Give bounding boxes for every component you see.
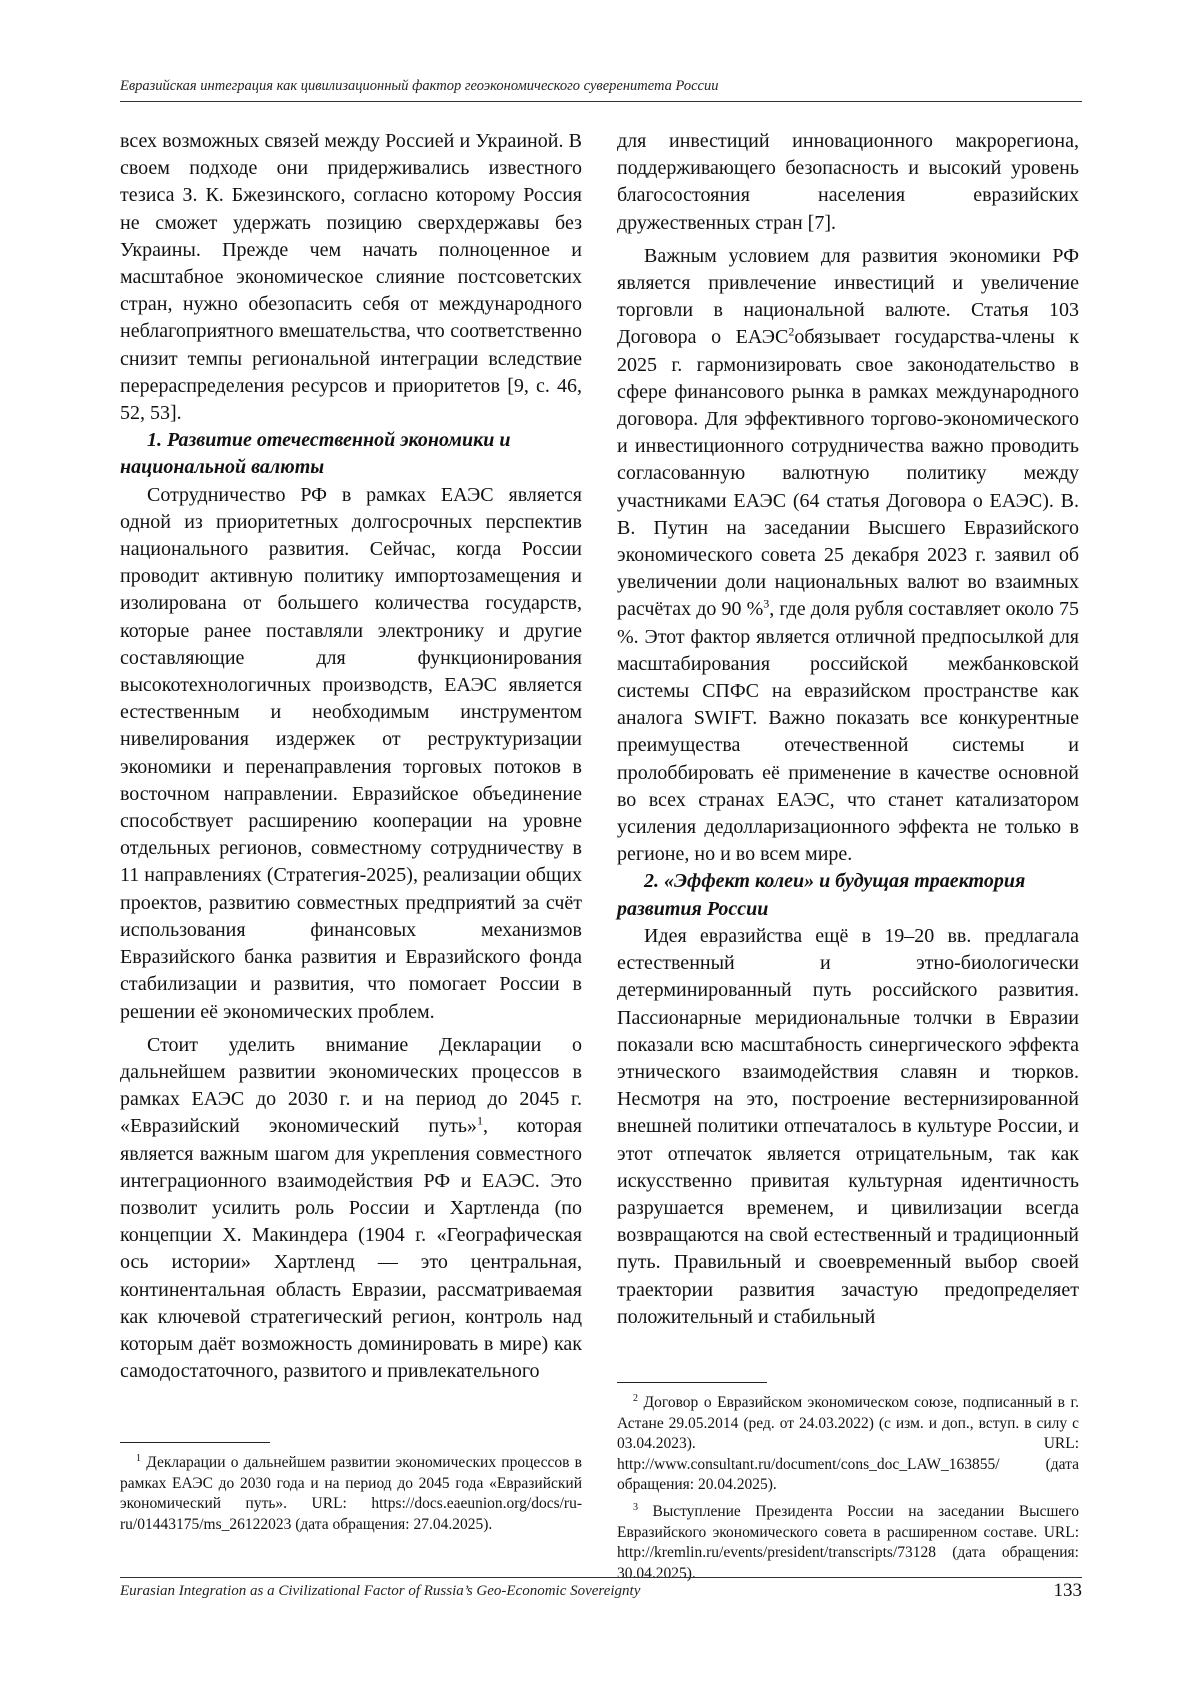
page-number: 133 bbox=[1053, 1580, 1082, 1601]
paragraph: Сотрудничество РФ в рамках ЕАЭС является одной из приоритетных долгосрочных перспектив национального развития. Сейчас, когда России проводит активную политику импортозамещения и изолирована от большего количества государств, которые ранее поставляли электронику и другие составляющие для функционирования высокотехнологичных производств, ЕАЭС является естественным и необходимым инструментом нивелирования издержек от реструктуризации экономики и перенаправления торговых потоков в восточном направлении. Евразийское объединение способствует расширению кооперации на уровне отдельных регионов, совместному сотрудничеству в 11 направлениях (Стратегия-2025), реализации общих проектов, развитию совместных предприятий за счёт использования финансовых механизмов Евразийского банка развития и Евразийского фонда стабилизации и развития, что помогает России в решении её экономических проблем. bbox=[120, 483, 582, 1023]
running-title: Евразийская интеграция как цивилизационный фактор геоэкономического суверенитета России bbox=[120, 78, 719, 94]
section-heading-2: 2. «Эффект колеи» и будущая траектория развития России bbox=[617, 870, 1026, 920]
footnote-ref-1[interactable]: 1 bbox=[476, 1113, 483, 1128]
left-column bbox=[120, 128, 582, 1385]
paragraph: всех возможных связей между Россией и Украиной. В своем подходе они придерживались известного тезиса З. К. Бжезинского, согласно которому Россия не сможет удержать позицию сверхдержавы без Украины. Прежде чем начать полноценное и масштабное экономическое слияние постсоветских стран, нужно обезопасить себя от международного неблагоприятного вмешательства, что соответственно снизит темпы региональной интеграции вследствие перераспределения ресурсов и приоритетов [9, с. 46, 52, 53]. bbox=[120, 130, 582, 425]
paragraph-text: Стоит уделить внимание Декларации о дальнейшем развитии экономических процессов в рамках ЕАЭС до 2030 г. и на период до 2045 г. «Евразийский экономический путь» bbox=[120, 1033, 582, 1138]
paragraph bbox=[120, 1032, 582, 1386]
footnote-ref-3[interactable]: 3 bbox=[763, 596, 770, 611]
footnote-text: Декларации о дальнейшем развитии экономических процессов в рамках ЕАЭС до 2030 года и на период до 2045 года «Евразийский экономический путь». URL: https://docs.eaeunion.org/docs/ru-ru/01443175/ms_26122023 (дата обращения: 27.04.2025). bbox=[120, 1454, 582, 1533]
footnotes-right bbox=[617, 1382, 1079, 1590]
paragraph: Идея евразийства ещё в 19–20 вв. предлагала естественный и этно-биологически детерминированный путь российского развития. Пассионарные меридиональные толчки в Евразии показали всю масштабность синергического эффекта этнического взаимодействия славян и тюрков. Несмотря на это, построение вестернизированной внешней политики отпечаталось в культуре России, и этот отпечаток является отрицательным, так как искусственно привитая культурная идентичность разрушается временем, и цивилизации всегда возвращаются на свой естественный и традиционный путь. Правильный и своевременный выбор своей траектории развития зачастую предопределяет положительный и стабильный bbox=[617, 924, 1079, 1328]
footnote-1 bbox=[120, 1453, 582, 1535]
running-header bbox=[120, 78, 1082, 102]
footer-title: Eurasian Integration as a Civilizational Factor of Russia’s Geo-Economic Sovereignty bbox=[120, 1583, 641, 1599]
paragraph-text: Важным условием для развития экономики РФ является привлечение инвестиций и увеличение торговли в национальной валюте. Статья 103 Договора о ЕАЭС bbox=[617, 244, 1079, 349]
footnote-divider bbox=[120, 1442, 270, 1443]
page-footer bbox=[120, 1577, 1082, 1600]
footnote-divider bbox=[617, 1382, 767, 1383]
paragraph-text: , где доля рубля составляет около 75 %. Этот фактор является отличной предпосылкой для масштабирования российской межбанковской системы СПФС на евразийском пространстве как аналога SWIFT. Важно показать все конкурентные преимущества отечественной системы и пролоббировать её применение в качестве основной во всех странах ЕАЭС, что станет катализатором усиления дедолларизационного эффекта не только в регионе, но и во всем мире. bbox=[617, 598, 1079, 866]
paragraph-text: , которая является важным шагом для укрепления совместного интеграционного взаимодействия РФ и ЕАЭС. Это позволит усилить роль России и Хартленда (по концепции Х. Макиндера (1904 г. «Географическая ось истории» Хартленд — это центральная, континентальная область Евразии, рассматриваемая как ключевой стратегический регион, контроль над которым даёт возможность доминировать в мире) как самодостаточного, развитого и привлекательного bbox=[120, 1115, 582, 1383]
footnotes-left bbox=[120, 1442, 582, 1541]
paragraph-text: обязывает государства-члены к 2025 г. гармонизировать свое законодательство в сфере финансового рынка в рамках международного договора. Для эффективного торгово-экономического и инвестиционного сотрудничества важно проводить согласованную валютную политику между участниками ЕАЭС (64 статья Договора о ЕАЭС). В. В. Путин на заседании Высшего Евразийского экономического совета 25 декабря 2023 г. заявил об увеличении доли национальных валют во взаимных расчётах до 90 % bbox=[617, 326, 1079, 621]
right-column bbox=[617, 128, 1079, 1331]
footnote-text: Договор о Евразийском экономическом союзе, подписанный в г. Астане 29.05.2014 (ред. от 24.03.2022) (с изм. и доп., вступ. в силу с 03.04.2023). URL: http://www.consultant.ru/document/cons_doc_LAW_163855/ (дата обращения: 20.04.2025). bbox=[617, 1394, 1080, 1494]
footnote-number: 1 bbox=[136, 1452, 141, 1464]
footnote-number: 3 bbox=[633, 1501, 638, 1513]
section-heading-1: 1. Развитие отечественной экономики и национальной валюты bbox=[120, 429, 511, 479]
footnote-number: 2 bbox=[633, 1392, 638, 1404]
footnote-2 bbox=[617, 1393, 1079, 1496]
paragraph bbox=[617, 243, 1079, 869]
footnote-text: Выступление Президента России на заседании Высшего Евразийского экономического совета в расширенном составе. URL: http://kremlin.ru/events/president/transcripts/73128 (дата обращения: 30.04.2025). bbox=[617, 1502, 1080, 1582]
footnote-3 bbox=[617, 1502, 1079, 1584]
paragraph: для инвестиций инновационного макрорегиона, поддерживающего безопасность и высокий уровень благосостояния населения евразийских дружественных стран [7]. bbox=[617, 130, 1079, 234]
footnote-ref-2[interactable]: 2 bbox=[788, 324, 795, 339]
